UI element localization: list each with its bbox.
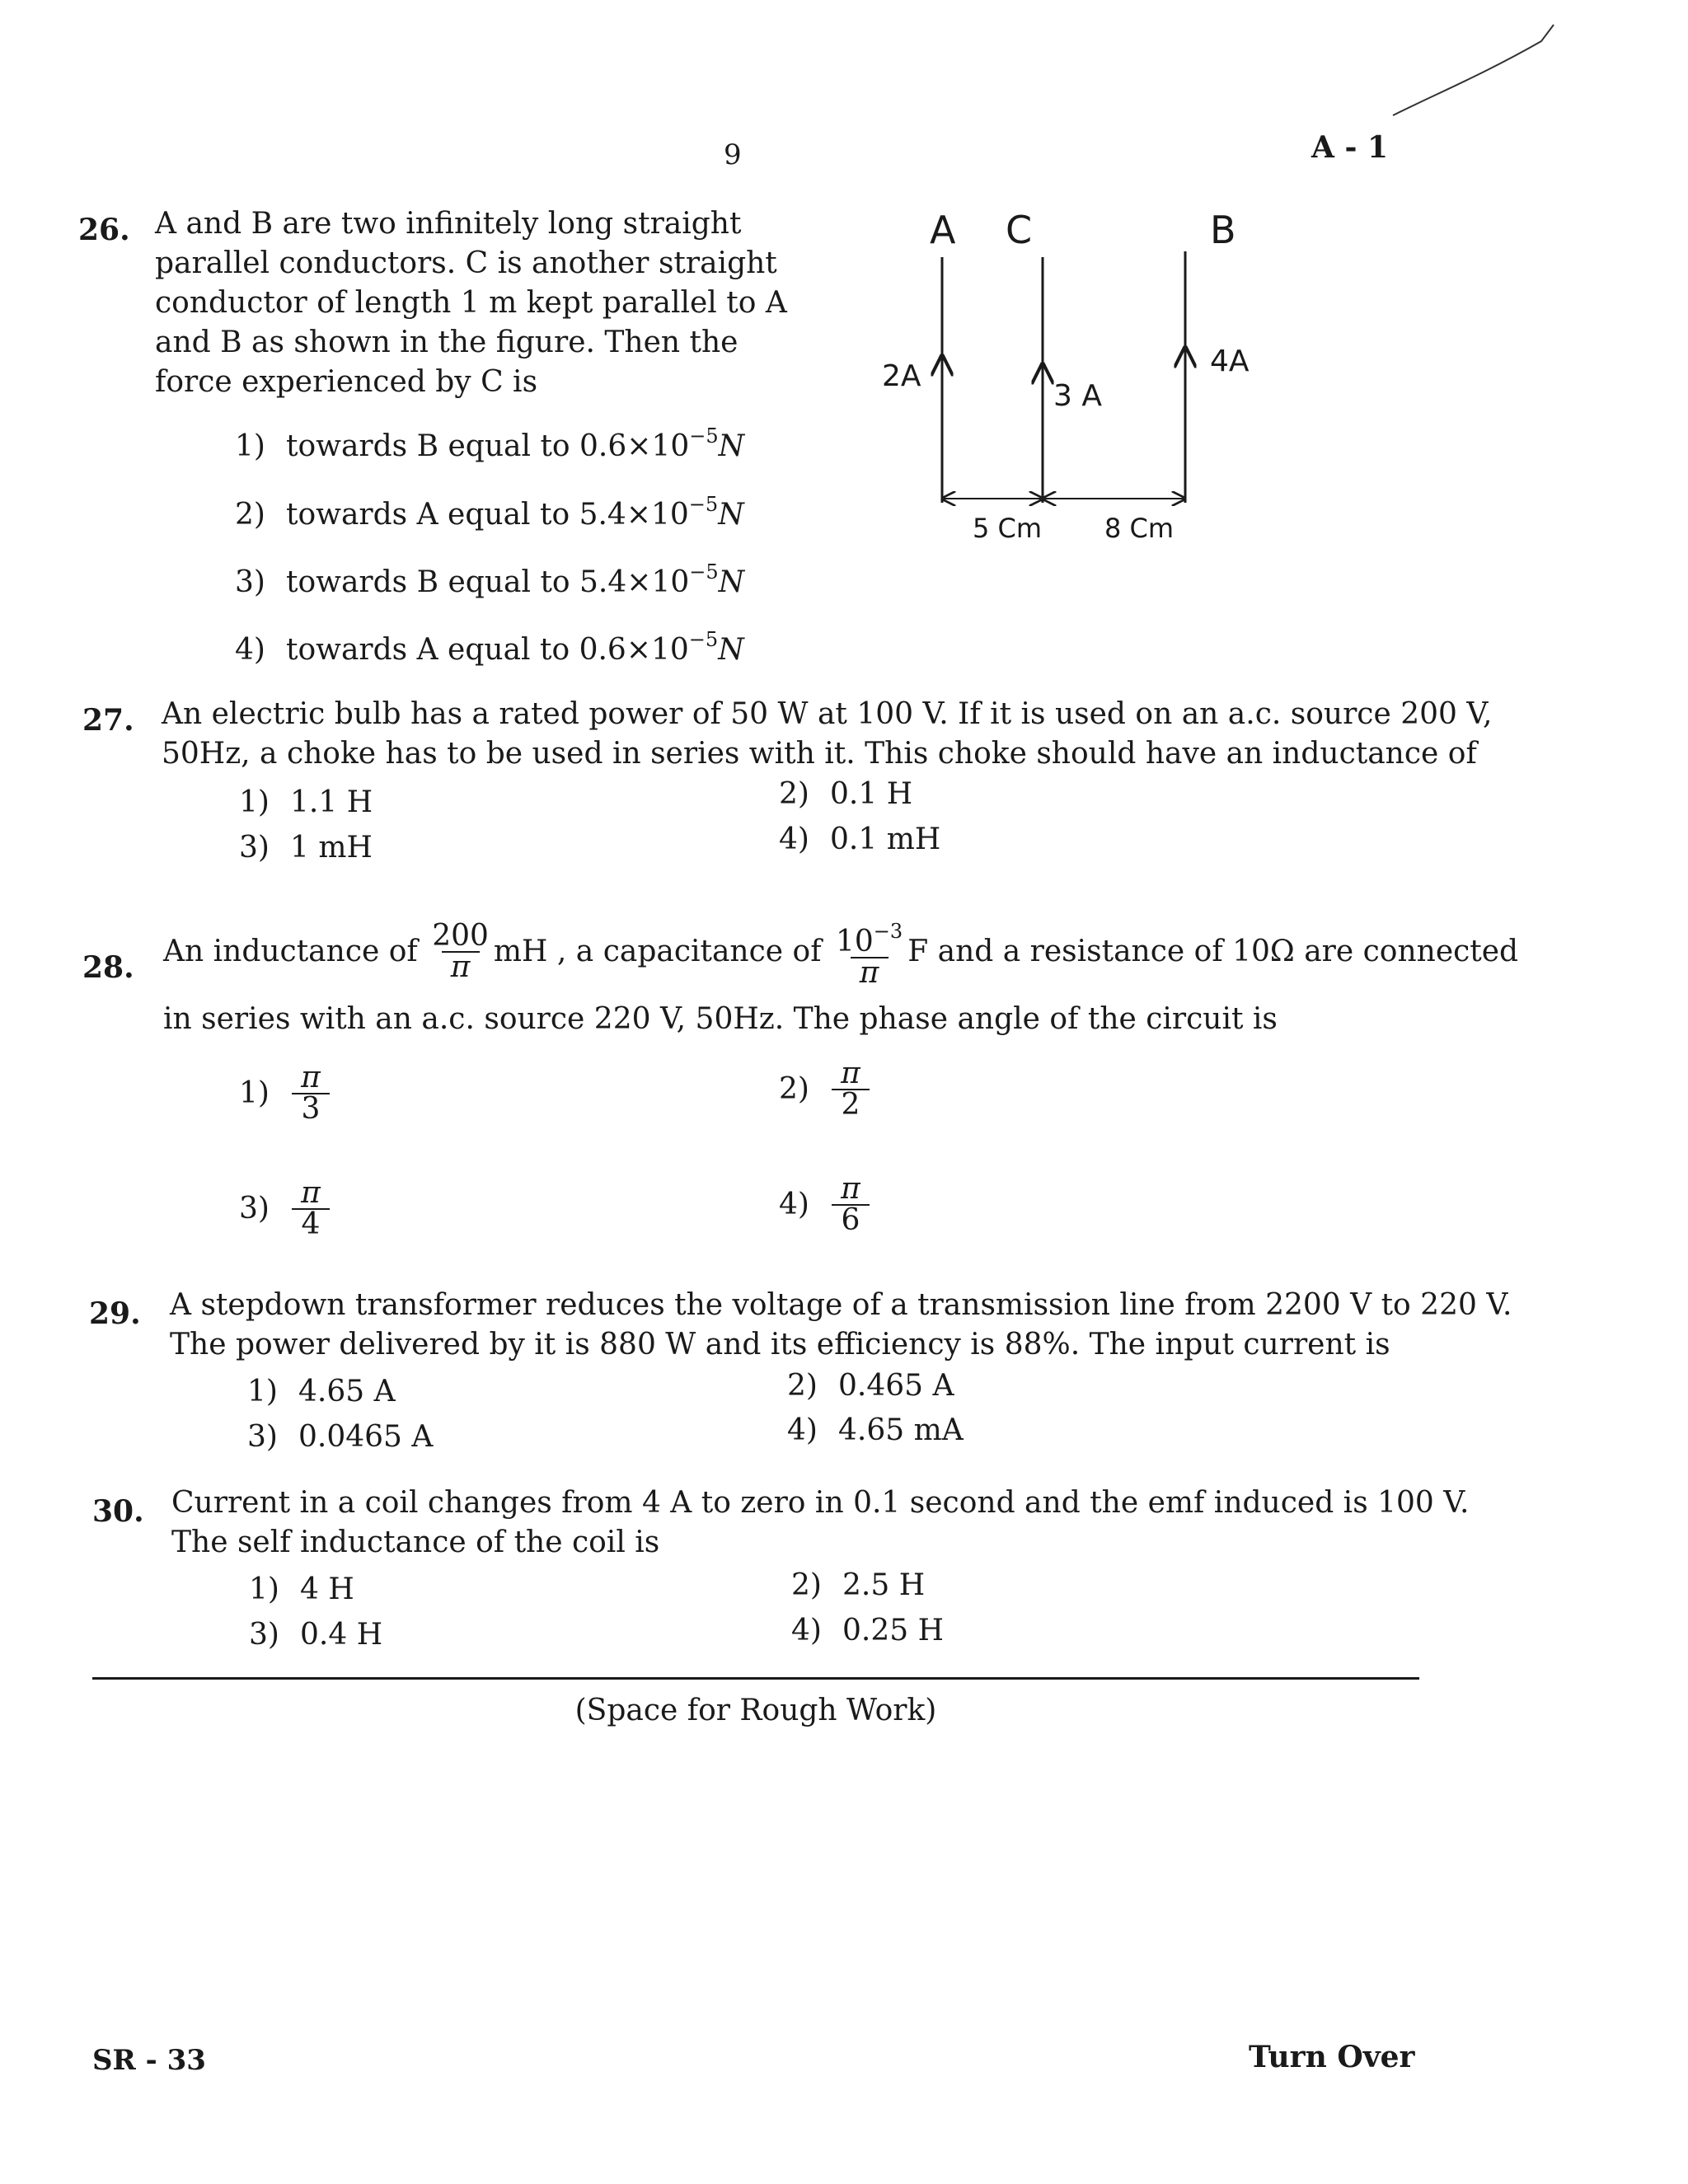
current-label-b: 4A [1210, 344, 1250, 378]
series-code: A - 1 [1311, 130, 1388, 165]
current-label-a: 2A [882, 359, 921, 393]
question-line: 50Hz, a choke has to be used in series with it. This choke should have an inductance of [162, 737, 1477, 771]
conductors-figure [857, 198, 1286, 560]
question-number: 30. [92, 1494, 144, 1529]
question-line: parallel conductors. C is another straight [155, 246, 777, 280]
option-1[interactable]: 1) 4.65 A [247, 1375, 396, 1408]
label-c: C [1006, 208, 1033, 252]
footer-code: SR - 33 [92, 2044, 206, 2077]
page-number: 9 [724, 138, 742, 171]
option-2[interactable]: 2) 0.1 H [779, 777, 913, 811]
option-2[interactable]: 2) 0.465 A [787, 1369, 954, 1403]
current-label-c: 3 A [1053, 379, 1102, 413]
question-line: An electric bulb has a rated power of 50 W at 100 V. If it is used on an a.c. source 200 V, [162, 697, 1493, 731]
option-2[interactable]: 2) 2.5 H [791, 1568, 926, 1602]
question-number: 28. [82, 950, 134, 985]
question-line: force experienced by C is [155, 365, 538, 399]
option-4[interactable]: 4) towards A equal to $0.6\times 10^{-5}N$ [235, 628, 744, 667]
rough-work-label: (Space for Rough Work) [574, 1694, 937, 1727]
option-4[interactable]: 4) 4.65 mA [787, 1413, 964, 1447]
option-3[interactable]: 3) 0.4 H [249, 1618, 383, 1652]
option-3[interactable]: 3) towards B equal to $5.4\times 10^{-5}N$ [235, 560, 745, 599]
question-line: The power delivered by it is 880 W and its efficiency is 88%. The input current is [170, 1328, 1390, 1361]
option-1[interactable]: 1) towards B equal to $0.6\times 10^{-5}N$ [235, 424, 745, 463]
option-1[interactable]: 1) $\frac{\pi}{3}$ [239, 1063, 331, 1124]
label-b: B [1210, 208, 1236, 252]
option-4[interactable]: 4) $\frac{\pi}{6}$ [779, 1174, 871, 1235]
label-a: A [930, 208, 956, 252]
distance-label-ac: 5 Cm [973, 513, 1043, 544]
turn-over-label: Turn Over [1249, 2040, 1415, 2074]
question-number: 29. [89, 1296, 141, 1331]
capacitance-fraction: $\frac{10^{-3}}{\pi}$ [835, 919, 903, 990]
question-text [171, 1483, 1469, 1563]
option-4[interactable]: 4) 0.25 H [791, 1614, 944, 1647]
option-1[interactable]: 1) 4 H [249, 1572, 354, 1606]
question-text [155, 204, 787, 402]
pen-stroke-mark [1385, 16, 1566, 124]
option-3[interactable]: 3) 1 mH [239, 831, 373, 865]
option-1[interactable]: 1) 1.1 H [239, 785, 373, 819]
question-line: A stepdown transformer reduces the voltage of a transmission line from 2200 V to 220 V. [170, 1288, 1512, 1322]
question-line: conductor of length 1 m kept parallel to A [155, 286, 787, 320]
divider-rule [92, 1677, 1419, 1680]
question-line: Current in a coil changes from 4 A to zero in 0.1 second and the emf induced is 100 V. [171, 1486, 1470, 1520]
question-line: in series with an a.c. source 220 V, 50Hz. The phase angle of the circuit is [163, 1002, 1278, 1036]
question-line: and B as shown in the figure. Then the [155, 326, 738, 359]
question-line: The self inductance of the coil is [171, 1526, 660, 1559]
question-number: 27. [82, 703, 134, 738]
question-number: 26. [78, 213, 130, 247]
option-4[interactable]: 4) 0.1 mH [779, 823, 941, 856]
option-3[interactable]: 3) 0.0465 A [247, 1420, 434, 1454]
question-text [162, 695, 1493, 774]
question-text: An inductance of $\frac{200}{\pi}$ mH , a capacitance of $\frac{10^{-3}}{\pi}$ F and a resistance of 10Ω are connected in series with an a.c. source 220 V, 50Hz. The phase angle of the circuit is [163, 911, 1518, 1039]
question-text [170, 1286, 1512, 1365]
option-3[interactable]: 3) $\frac{\pi}{4}$ [239, 1179, 331, 1240]
option-2[interactable]: 2) $\frac{\pi}{2}$ [779, 1059, 871, 1120]
distance-label-cb: 8 Cm [1104, 513, 1175, 544]
question-line: A and B are two infinitely long straight [155, 207, 742, 241]
inductance-fraction: $\frac{200}{\pi}$ [432, 919, 489, 984]
option-2[interactable]: 2) towards A equal to $5.4\times 10^{-5}N$ [235, 493, 744, 532]
